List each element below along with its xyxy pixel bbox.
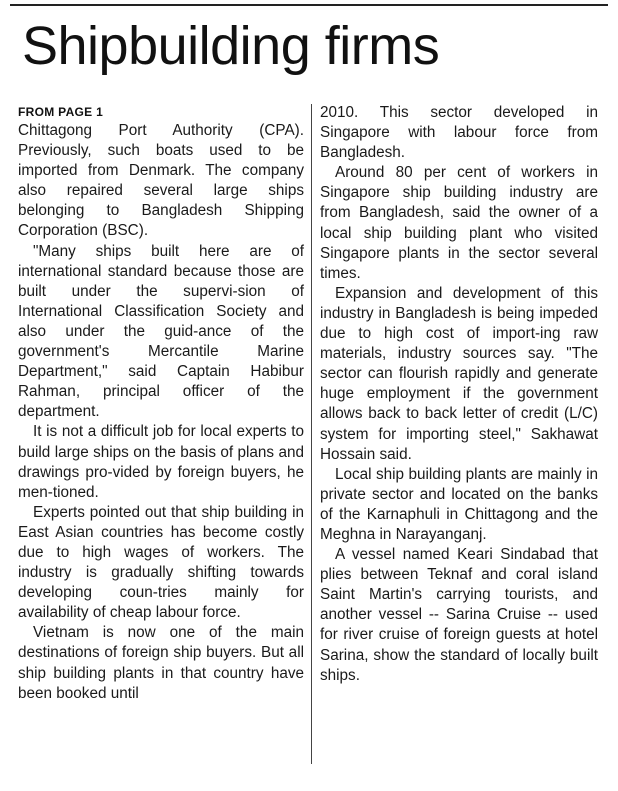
top-rule — [10, 4, 608, 6]
left-column — [18, 103, 304, 704]
paragraph: Vietnam is now one of the main destinations of foreign ship buyers. But all ship building plants in that country have been booked until — [18, 624, 304, 702]
paragraph: It is not a difficult job for local experts to build large ships on the basis of plans and drawings pro-vided by foreign buyers, he men-tioned. — [18, 423, 304, 501]
kicker: FROM PAGE 1 — [18, 105, 104, 119]
paragraph: A vessel named Keari Sindabad that plies between Teknaf and coral island Saint Martin's carrying tourists, and another vessel -- Sarina Cruise -- used for river cruise of foreign guests at hotel Sarina, show the standard of locally built ships. — [320, 546, 598, 684]
paragraph: 2010. This sector developed in Singapore with labour force from Bangladesh. — [320, 104, 598, 162]
paragraph: Experts pointed out that ship building in East Asian countries has become costly due to high wages of workers. The industry is gradually shifting towards developing coun-tries mainly for availability of cheap labour force. — [18, 503, 304, 622]
paragraph: Around 80 per cent of workers in Singapore ship building industry are from Bangladesh, said the owner of a local ship building plant who visited Singapore plants in the sector several times. — [320, 164, 598, 282]
paragraph: Chittagong Port Authority (CPA). Previously, such boats used to be imported from Denmark. The company also repaired several large ships belonging to Bangladesh Shipping Corporation (BSC). — [18, 122, 304, 240]
headline: Shipbuilding firms — [22, 16, 440, 76]
paragraph: Local ship building plants are mainly in private sector and located on the banks of the Karnaphuli in Chittagong and the Meghna in Narayanganj. — [320, 465, 598, 543]
paragraph: Expansion and development of this industry in Bangladesh is being impeded due to high cost of import-ing raw materials, industry sources say. "The sector can flourish rapidly and generate huge employment if the government allows back to back letter of credit (L/C) system for importing steel," Sakhawat Hossain said. — [320, 284, 598, 463]
right-column — [320, 103, 598, 686]
column-divider — [311, 104, 312, 764]
paragraph: "Many ships built here are of international standard because those are built under the supervi-sion of International Classification Society and also under the guid-ance of the government's Mercantile Marine Department," said Captain Habibur Rahman, principal officer of the department. — [18, 242, 304, 421]
